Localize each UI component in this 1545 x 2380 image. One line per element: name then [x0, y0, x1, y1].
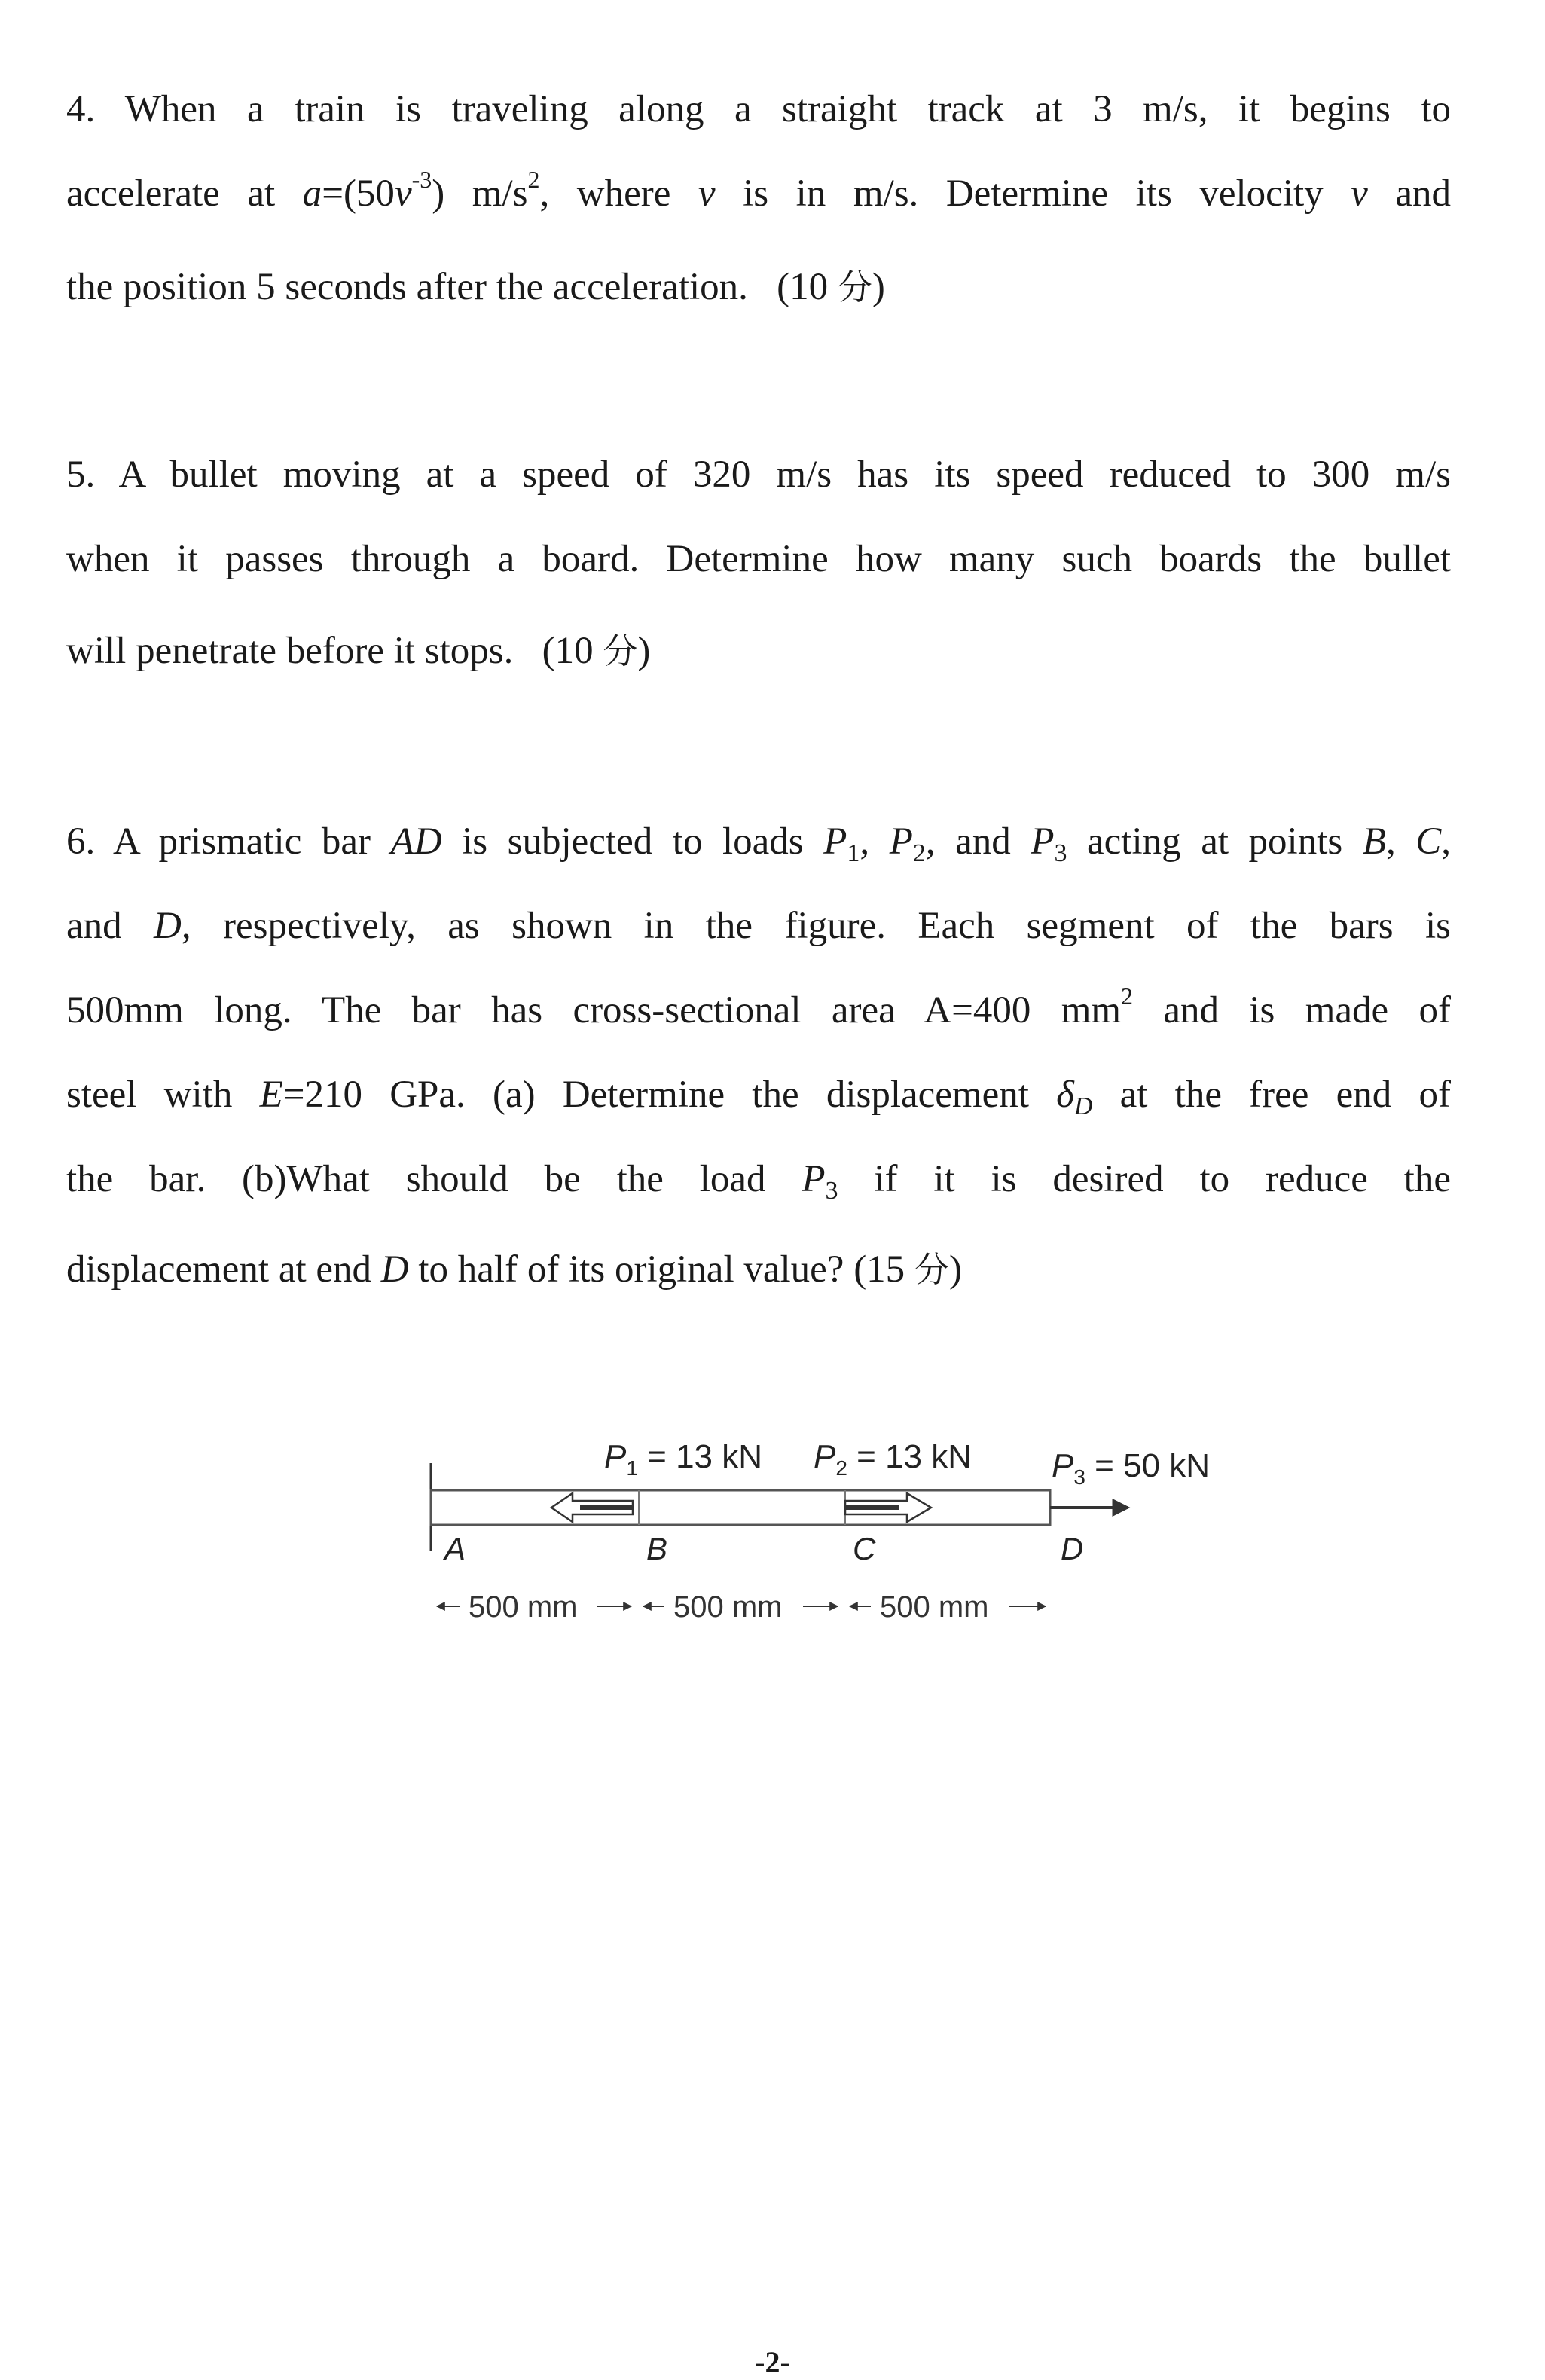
dimension-3 [850, 1590, 1046, 1624]
problem-4-line-3: the position 5 seconds after the acceleration. (10 分) [66, 266, 885, 308]
problem-4-points: (10 分) [777, 266, 885, 308]
bar [431, 1490, 1050, 1525]
problem-5-line-2: when it passes through a board. Determine how many such boards the bullet [66, 538, 1451, 580]
problem-4-line-1: 4. When a train is traveling along a straight track at 3 m/s, it begins to [66, 88, 1451, 130]
bar-load-figure [407, 1424, 1258, 1635]
dimension-1 [437, 1590, 631, 1624]
problem-4-line-2: accelerate at $a=(50v^{-3})$ $m/s^2$, where v is in m/s. Determine its velocity v and [66, 166, 1451, 215]
problem-6-line-1: 6. A prismatic bar AD is subjected to loads $P_1$, $P_2$, and $P_3$ acting at points B, C, [66, 820, 1452, 867]
problem-6-line-5: the bar. (b)What should be the load $P_3$ if it is desired to reduce the [66, 1158, 1451, 1205]
dimension-label-2: 500 mm [673, 1590, 783, 1624]
load-label-p1: $P_1 = 13$ kN [604, 1438, 763, 1480]
problem-5-line-1: 5. A bullet moving at a speed of 320 m/s has its speed reduced to 300 m/s [66, 454, 1451, 496]
problem-6-line-2: and D, respectively, as shown in the figure. Each segment of the bars is [66, 905, 1451, 947]
problem-6-line-3: 500mm long. The bar has cross-sectional area A=400 $mm^2$ and is made of [66, 982, 1451, 1031]
load-label-p3: $P_3 = 50$ kN [1052, 1447, 1211, 1489]
page-number: -2- [755, 2345, 790, 2379]
point-label-d: D [1061, 1531, 1084, 1566]
point-label-b: B [646, 1531, 668, 1566]
point-label-a: A [444, 1531, 466, 1566]
dimension-label-3: 500 mm [880, 1590, 989, 1624]
problem-5-line-3: will penetrate before it stops. (10 分) [66, 630, 651, 672]
dimension-2 [643, 1590, 838, 1624]
point-label-c: C [853, 1531, 876, 1566]
problem-6-line-4: steel with E=210 GPa. (a) Determine the displacement $\delta_D$ at the free end of [66, 1074, 1451, 1120]
load-label-p2: $P_2 = 13$ kN [814, 1438, 972, 1480]
dimension-label-1: 500 mm [469, 1590, 578, 1624]
problem-5-points: (10 分) [542, 630, 651, 672]
problem-6-line-6: displacement at end D to half of its original value? (15 分) [66, 1248, 962, 1291]
